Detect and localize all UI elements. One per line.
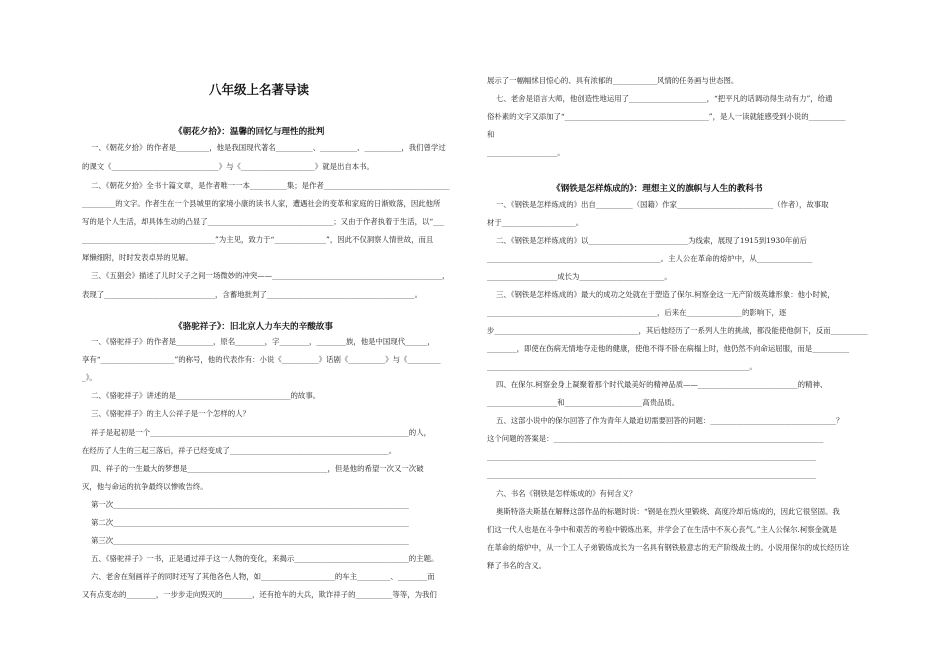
text-line: 四、祥子的一生最大的梦想是______________________________________，但是他的希望一次又一次破: [91, 464, 424, 473]
text-line: 祥子是起初是一个______________________________________________________________________的人，: [91, 428, 431, 437]
text-line: ____________________________________”为主见，致力于“______________”，因此不仅洞察人情世故，而且: [82, 235, 434, 244]
text-line: 一、《骆驼祥子》的作者是__________，原名________，字________，________族，他是中国现代______，: [91, 337, 435, 346]
text-line: 的课文《_____________________________》与《____________________》就是出自本书。: [82, 162, 374, 171]
text-line: 俗朴素的文字又添加了“_______________________________________”，是人一读就能感受到小说的__________: [487, 112, 846, 121]
text-line: ___________________。: [487, 148, 565, 157]
text-line: 三、《骆驼祥子》的主人公祥子是一个怎样的人？: [91, 409, 250, 418]
text-line: 三、《五猖会》描述了儿时父子之间一场微妙的冲突——______________________________________________，: [91, 271, 450, 280]
text-line: 写的是个人生活，却具体生动的凸显了__________________________________；又由于作者执着于生活，以“___: [82, 217, 445, 226]
text-line: _________________________________________________________________________________________: [487, 470, 816, 479]
text-line: 奥斯特洛夫斯基在解释这部作品的标题时说：“钢是在烈火里锻烧、高度冷却后炼成的，因此它很坚固。我: [496, 507, 840, 516]
text-line: 第二次________________________________________________________________________________: [91, 518, 409, 527]
text-line: 步_______________________________________，其后他经历了一系列人生的挑战，都没能使他倒下，反而__________: [487, 326, 868, 335]
text-line: 在革命的熔炉中，从一个工人子弟锻炼成长为一名具有钢铁般意志的无产阶级战士的。小说用保尔的成长经历诠: [487, 543, 850, 552]
text-line: 二、《骆驼祥子》讲述的是_______________________________的故事。: [91, 391, 321, 400]
text-line: 一、《钢铁是怎样炼成的》出自__________（国籍）作家__________________________（作者），故事取: [496, 200, 829, 209]
text-line: 第三次________________________________________________________________________________: [91, 536, 409, 545]
text-line: _________的文字。作者生在一个县城里的家境小康的读书人家，遭遇社会的变革和家庭的日渐败落，因此他所: [82, 199, 441, 208]
text-line: 五、《骆驼祥子》一书，正是通过祥子这一人物的变化，来揭示_______________________________的主题。: [91, 554, 439, 563]
text-line: ______________________________________________，后来在_______________的影响下，逐: [487, 308, 787, 317]
section-title-luotuo: 《骆驼祥子》：旧北京人力车夫的辛酸故事: [174, 322, 333, 332]
text-line: 第一次________________________________________________________________________________: [91, 500, 409, 509]
text-line: ___________________和_____________________高贵品质。: [487, 398, 680, 407]
section-title-zhaohua: 《朝花夕拾》：温馨的回忆与理性的批判: [174, 127, 325, 137]
page-title: 八年级上名著导读: [209, 82, 310, 97]
text-line: 材于____________________。: [487, 218, 584, 227]
text-line: 这个问题的答案是：_________________________________________________________________________: [487, 434, 824, 443]
text-line: ________，即使在伤病无情地夺走他的健康，使他不得不卧在病榻上时，他仍然不向命运屈服，而是__________: [487, 344, 850, 353]
text-line: 们这一代人也是在斗争中和艰苦的考验中锻炼出来，并学会了在生活中不灰心丧气。”主人公保尔.柯察金就是: [487, 525, 837, 534]
text-line: ___________________成长为_______________________。: [487, 272, 672, 281]
text-line: _________________________________________________________________________________________: [487, 452, 816, 461]
text-line: 六、老舍在刻画祥子的同时还写了其他各色人物，如____________________的车主_________、________而: [91, 572, 435, 581]
text-line: 犀懒细附，时时发表卓异的见解。: [82, 253, 193, 262]
text-line: 七、老舍是语言大师，他创造性地运用了_____________________，“把平凡的话调动得生动有力”，给通: [496, 94, 833, 103]
text-line: 五、这部小说中的保尔回答了作为青年人最迫切需要回答的问题：__________________________________？: [496, 416, 844, 425]
text-line: 在经历了人生的三起三落后，祥子已经变成了___________________________________________。: [82, 446, 397, 455]
text-line: 展示了一幅幅怵目惊心的、具有浓郁的____________风情的任务画与世态图。: [487, 76, 739, 85]
text-line: _______________________________________________________________________。: [487, 362, 757, 371]
text-line: 享有“____________________”的称号，他的代表作有：小说《__________》话剧《__________》与《_________: [82, 355, 441, 364]
text-line: 三、《钢铁是怎样炼成的》最大的成功之处就在于塑造了保尔.柯察金这一无产阶级英雄形象：他小时候，: [496, 290, 835, 299]
text-line: 一、《朝花夕拾》的作者是_________，他是我国现代著名__________、__________、__________，我们曾学过: [91, 143, 446, 152]
text-line: 灭，他与命运的抗争最终以惨败告终。: [82, 482, 208, 491]
text-line: 二、《钢铁是怎样炼成的》以___________________________为线索，展现了1915到1930年前后: [496, 236, 808, 245]
text-line: 六、书名《钢铁是怎样炼成的》有何含义？: [496, 489, 637, 498]
text-line: 二、《朝花夕拾》全书十篇文章，是作者唯一一本__________集；是作者__________________________________: [91, 181, 450, 190]
text-line: 又有点变态的________，一步步走向毁灭的________，还有抢车的大兵，欺诈祥子的__________等等，为我们: [82, 590, 437, 599]
text-line: 四、在保尔.柯察金身上凝聚着那个时代最美好的精神品质——___________________________的精神、: [496, 380, 828, 389]
text-line: 和: [487, 130, 495, 139]
section-title-gangtie: 《钢铁是怎样炼成的》：理想主义的旗帜与人生的教科书: [552, 184, 763, 194]
text-line: 表现了______________________________，含蓄地批判了________________________________________。: [82, 290, 422, 299]
text-line: 释了书名的含义。: [487, 561, 547, 570]
text-line: _》。: [82, 373, 97, 382]
text-line: _______________________________________________。主人公在革命的熔炉中，从_______________: [487, 254, 813, 263]
